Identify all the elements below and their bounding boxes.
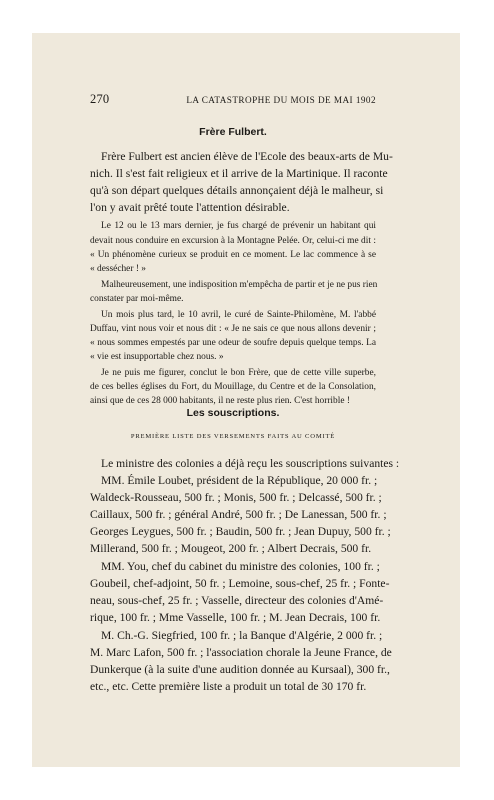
paragraph-line: rique, 100 fr. ; Mme Vasselle, 100 fr. ; M. Jean Decrais, 100 fr.	[90, 611, 381, 624]
paragraph-line: qu'à son départ quelques détails annonçaient déjà le malheur, si	[90, 184, 384, 197]
quote-line: « vie est insupportable chez nous. »	[90, 352, 224, 362]
quote-line: Je ne puis me figurer, conclut le bon Frère, que de cette ville superbe,	[101, 368, 376, 378]
section-subtitle: PREMIÈRE LISTE DES VERSEMENTS FAITS AU COMITÉ	[130, 433, 336, 440]
paragraph-line: Goubeil, chef-adjoint, 50 fr. ; Lemoine, sous-chef, 25 fr. ; Fonte-	[90, 577, 390, 590]
quote-line: de ces belles églises du Fort, du Mouillage, du Centre et de la Consolation,	[90, 382, 376, 392]
quote-line: Le 12 ou le 13 mars dernier, je fus chargé de prévenir un habitant qui	[101, 221, 376, 231]
paragraph-line: Caillaux, 500 fr. ; général André, 500 fr. ; De Lanessan, 500 fr. ;	[90, 508, 387, 521]
paragraph-line: Dunkerque (à la suite d'une audition donnée au Kursaal), 300 fr.,	[90, 663, 390, 676]
paragraph-line: MM. You, chef du cabinet du ministre des colonies, 100 fr. ;	[101, 560, 380, 573]
paragraph-line: neau, sous-chef, 25 fr. ; Vasselle, directeur des colonies d'Amé-	[90, 594, 384, 607]
section-title-frere-fulbert: Frère Fulbert.	[199, 126, 267, 138]
paragraph-line: Waldeck-Rousseau, 500 fr. ; Monis, 500 fr. ; Delcassé, 500 fr. ;	[90, 491, 382, 504]
paragraph-line: MM. Émile Loubet, président de la République, 20 000 fr. ;	[101, 474, 378, 487]
paragraph-line: Frère Fulbert est ancien élève de l'Ecole des beaux-arts de Mu-	[101, 150, 393, 163]
paragraph-line: Millerand, 500 fr. ; Mougeot, 200 fr. ; Albert Decrais, 500 fr.	[90, 542, 372, 555]
paragraph-line: etc., etc. Cette première liste a produit un total de 30 170 fr.	[90, 680, 367, 693]
quote-line: Duffau, vint nous voir et nous dit : « Je ne sais ce que nous allons devenir ;	[90, 324, 376, 334]
paragraph-line: Le ministre des colonies a déjà reçu les souscriptions suivantes :	[101, 457, 400, 470]
page-number: 270	[90, 92, 110, 106]
quote-line: devait nous conduire en excursion à la Montagne Pelée. Or, celui-ci me dit :	[90, 236, 376, 246]
quote-line: Malheureusement, une indisposition m'empêcha de partir et je ne pus rien	[101, 280, 378, 290]
quote-line: « nous sommes empestés par une odeur de soufre depuis quelque temps. La	[90, 338, 376, 348]
quote-line: Un mois plus tard, le 10 avril, le curé de Sainte-Philomène, M. l'abbé	[101, 310, 376, 320]
running-title: LA CATASTROPHE DU MOIS DE MAI 1902	[186, 95, 376, 105]
quote-line: « Un phénomène curieux se produit en ce moment. Le lac commence à se	[90, 250, 376, 260]
page-header	[90, 92, 376, 107]
paragraph-line: l'on y avait prêté toute l'attention désirable.	[90, 201, 290, 214]
paragraph-line: M. Ch.-G. Siegfried, 100 fr. ; la Banque d'Algérie, 2 000 fr. ;	[101, 629, 383, 642]
quote-line: « dessécher ! »	[90, 264, 146, 274]
paragraph-line: nich. Il s'est fait religieux et il arrive de la Martinique. Il raconte	[90, 167, 388, 180]
section-title-souscriptions: Les souscriptions.	[186, 407, 280, 419]
quote-line: ainsi que de ces 28 000 habitants, il ne reste plus rien. C'est horrible !	[90, 396, 350, 406]
paragraph-line: M. Marc Lafon, 500 fr. ; l'association chorale la Jeune France, de	[90, 646, 392, 659]
paragraph-line: Georges Leygues, 500 fr. ; Baudin, 500 fr. ; Jean Dupuy, 500 fr. ;	[90, 525, 391, 538]
quote-line: constater par moi-même.	[90, 294, 184, 304]
